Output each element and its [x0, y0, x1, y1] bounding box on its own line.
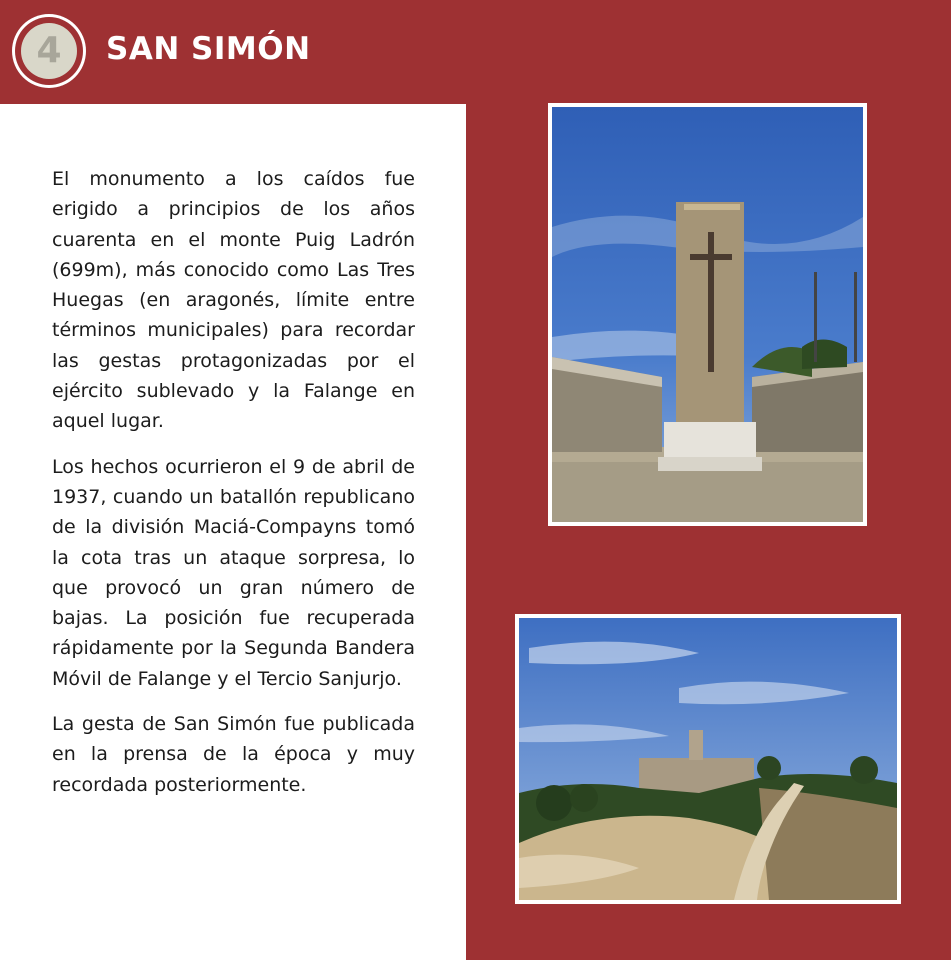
body-text [52, 164, 415, 815]
section-number-badge [12, 14, 86, 88]
page-title: SAN SIMÓN [106, 31, 311, 67]
header-bar [0, 0, 951, 103]
hill-path-photo [515, 614, 901, 904]
hill-path-image [519, 618, 897, 900]
text-panel [0, 104, 466, 960]
monument-cross-photo [548, 103, 867, 526]
paragraph-2: Los hechos ocurrieron el 9 de abril de 1937, cuando un batallón republicano de la división Maciá-Compayns tomó la cota tras un ataque sorpresa, lo que provocó un gran número de bajas. La posición fue recuperada rápidamente por la Segunda Bandera Móvil de Falange y el Tercio Sanjurjo. [52, 455, 415, 690]
paragraph-1: El monumento a los caídos fue erigido a principios de los años cuarenta en el monte Puig Ladrón (699m), más conocido como Las Tres Huegas (en aragonés, límite entre términos municipales) para recordar las gestas protagonizadas por el ejército sublevado y la Falange en aquel lugar. [52, 168, 415, 433]
paragraph-3: La gesta de San Simón fue publicada en la prensa de la época y muy recordada posteriormente. [52, 713, 415, 796]
section-number: 4 [36, 30, 62, 71]
monument-cross-image [552, 107, 863, 522]
